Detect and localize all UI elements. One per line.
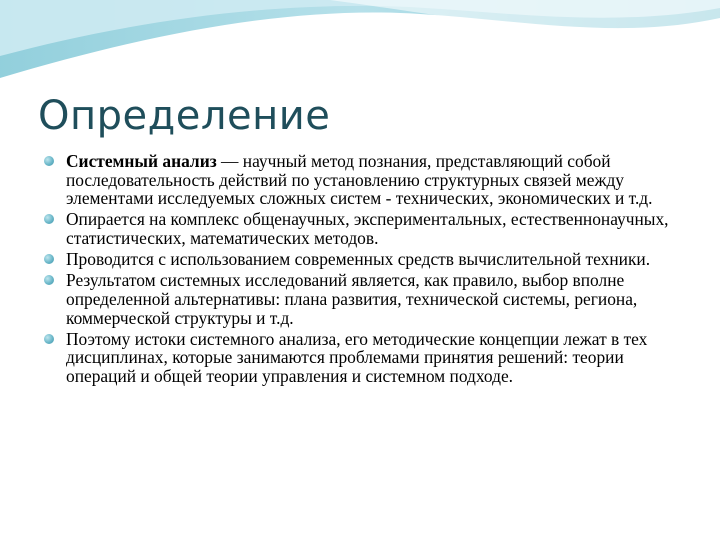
- bullet-dot-icon: [44, 214, 54, 224]
- header-wave-decoration: [0, 0, 720, 80]
- bullet-item: [44, 210, 694, 247]
- bullet-item: [44, 330, 694, 386]
- bullet-list: [44, 152, 694, 388]
- slide-title: Определение: [38, 93, 331, 139]
- bullet-item: [44, 250, 694, 269]
- bullet-text: Поэтому истоки системного анализа, его методические концепции лежат в тех дисциплинах, которые занимаются проблемами принятия решений: теории операций и общей теории управления и системном подходе.: [66, 328, 648, 386]
- bullet-dot-icon: [44, 334, 54, 344]
- bullet-text: — научный метод познания, представляющий собой последовательность действий по установлению структурных связей между элементами исследуемых сложных систем - технических, экономических и т.д.: [66, 151, 653, 209]
- bullet-item: [44, 152, 694, 208]
- bullet-dot-icon: [44, 156, 54, 166]
- bullet-item: [44, 271, 694, 327]
- bullet-term: Системный анализ: [66, 151, 217, 171]
- bullet-text: Опирается на комплекс общенаучных, экспериментальных, естественнонаучных, статистических, математических методов.: [66, 209, 669, 248]
- bullet-text: Результатом системных исследований является, как правило, выбор вполне определенной альтернативы: плана развития, технической системы, региона, коммерческой структуры и т.д.: [66, 270, 638, 328]
- bullet-dot-icon: [44, 254, 54, 264]
- bullet-text: Проводится с использованием современных средств вычислительной техники.: [66, 249, 651, 270]
- bullet-dot-icon: [44, 275, 54, 285]
